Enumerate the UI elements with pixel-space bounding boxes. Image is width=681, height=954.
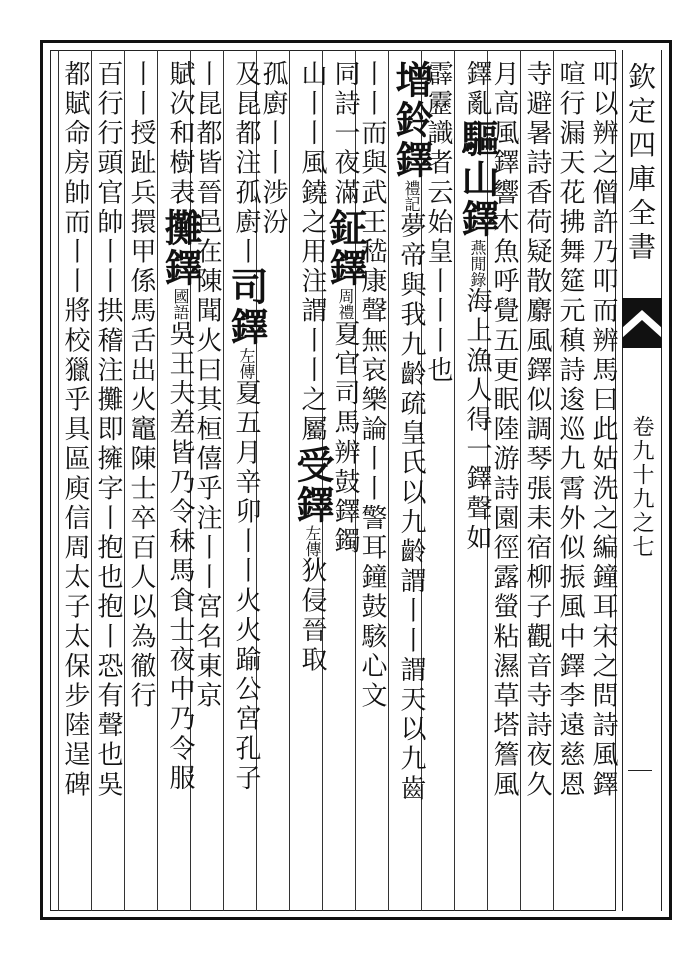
- body-text: 寺避暑詩香荷疑散麝風鐸似調琴張耒宿柳子觀音寺詩夜久: [522, 60, 552, 800]
- body-text: 孤廚丨丨涉汾: [258, 60, 288, 238]
- text-column: [62, 60, 88, 800]
- body-text: 叩以辨之僧許乃叩而辨馬曰此姑洗之編鐘耳宋之問詩風鐸: [588, 60, 618, 800]
- column-rule: [157, 50, 158, 911]
- text-column: [557, 60, 583, 800]
- body-text: 丨丨而與武王嵇康聲無哀樂論丨丨警耳鐘鼓駭心文: [357, 60, 387, 712]
- text-column: [158, 60, 203, 794]
- text-column: [95, 60, 121, 800]
- text-column: [290, 60, 335, 676]
- body-text: 在陳聞火曰其桓僖乎注丨丨宮名東京: [192, 237, 222, 712]
- body-text: 都賦命房帥而丨丨將校獵乎具區庾信周太子太保步陸逞碑: [60, 60, 90, 800]
- body-text: 夢帝與我九齡疏皇氏以九齡謂丨丨謂天以九齒: [396, 212, 426, 804]
- column-rule: [91, 50, 92, 911]
- column-rule: [553, 50, 554, 911]
- body-text: 丨昆都皆晉邑: [192, 60, 222, 238]
- body-text: 夏五月辛卯丨丨火火踰公宮孔子: [231, 379, 261, 794]
- entry-heading: 攤鐸: [158, 208, 203, 288]
- body-text: 海上漁人得一鐸聲如: [462, 287, 492, 554]
- body-text: 夏官司馬辨鼓鐸鐲: [330, 320, 360, 557]
- source-note: 左傳: [303, 524, 322, 557]
- entry-heading: 驅山鐸: [455, 119, 500, 240]
- body-text: 鐸亂: [462, 60, 492, 120]
- entry-heading: 受鐸: [290, 444, 335, 525]
- text-column: [389, 60, 434, 804]
- margin-volume: 卷九十九之七: [629, 415, 654, 559]
- body-text: 吳王夫差皆乃令秣馬食士夜中乃令服: [165, 320, 195, 794]
- body-text: 兵擐甲係馬舌出火竈陳士卒百人以為徹行: [126, 178, 156, 712]
- source-note: 國語: [171, 288, 190, 320]
- column-rule: [124, 50, 125, 911]
- text-column: [224, 60, 269, 794]
- margin-title: 欽定四庫全書: [624, 62, 657, 266]
- body-text: 鐃之用注謂丨丨之屬: [297, 178, 327, 445]
- fishtail-mark-icon: [622, 298, 662, 348]
- entry-heading: 增鈴鐸: [389, 60, 434, 180]
- body-text: 山丨丨風: [297, 60, 327, 179]
- body-text: 百行行頭官帥丨丨拱稽注攤即擁字丨抱也抱丨恐有聲也吳: [93, 60, 123, 800]
- source-note: 周禮: [336, 288, 355, 320]
- body-text: 喧行漏天花拂舞筵元稹詩逡巡九霄外似振風中鐸李遠慈恩: [555, 60, 585, 800]
- text-column: [455, 60, 500, 554]
- entry-heading: 鉦鐸: [323, 208, 368, 288]
- margin-tick: [628, 770, 652, 771]
- entry-heading: 司鐸: [224, 267, 269, 348]
- body-text: 月高風鐸響木魚呼覺五更眠陸游詩園徑露螢粘濕草塔簷風: [489, 60, 519, 800]
- text-column: [590, 60, 616, 800]
- body-text: 及昆都注孤廚丨: [231, 60, 261, 268]
- text-column: [128, 60, 154, 711]
- column-rule: [223, 50, 224, 911]
- source-note: 禮記: [402, 180, 421, 212]
- body-text: 賦次和樹表: [165, 60, 195, 208]
- column-rule: [520, 50, 521, 911]
- body-text: 丨丨授趾: [126, 60, 156, 179]
- source-note: 左傳: [237, 347, 256, 380]
- source-note: 燕閒錄: [468, 239, 487, 288]
- text-column: [524, 60, 550, 800]
- body-text: 狄侵晉取: [297, 556, 327, 676]
- body-text: 霹靂識者云始皇丨丨丨也: [423, 60, 453, 386]
- body-text: 同詩一夜滿: [330, 60, 360, 208]
- column-rule: [58, 50, 59, 911]
